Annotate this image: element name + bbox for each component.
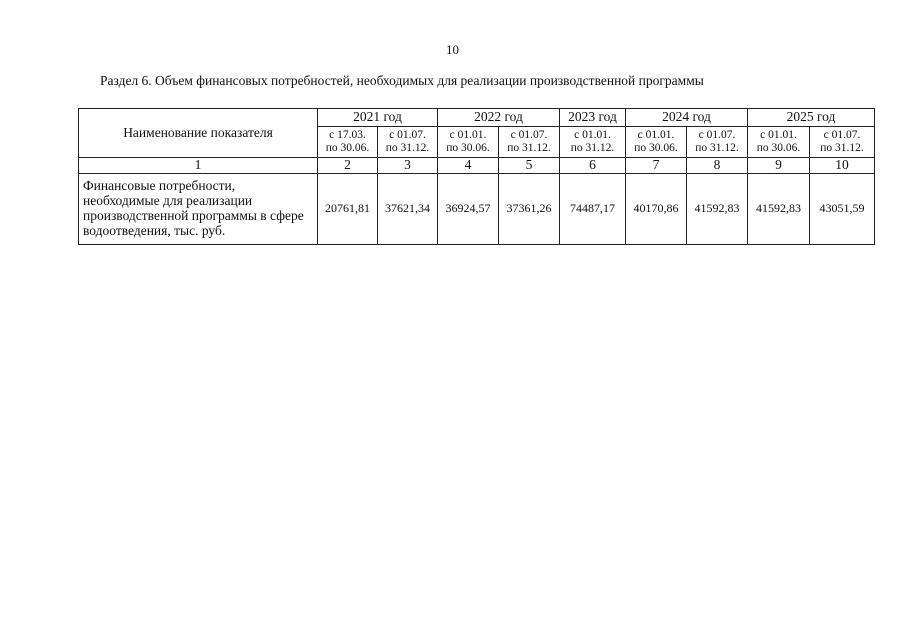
- value-cell: 41592,83: [748, 174, 810, 245]
- financial-needs-table: [78, 108, 875, 245]
- column-number: 10: [810, 158, 875, 174]
- period-header: [810, 127, 875, 158]
- period-to: по 30.06.: [634, 142, 678, 154]
- year-header-2021: 2021 год: [318, 109, 438, 127]
- period-header: [560, 127, 626, 158]
- period-header: [687, 127, 748, 158]
- section-title: Раздел 6. Объем финансовых потребностей, необходимых для реализации производственной программы: [100, 73, 704, 88]
- table-row: [79, 174, 875, 245]
- period-to: по 31.12.: [507, 142, 551, 154]
- period-from: с 01.07.: [389, 129, 426, 142]
- column-number: 8: [687, 158, 748, 174]
- period-from: с 01.07.: [698, 129, 736, 142]
- column-number: 2: [318, 158, 378, 174]
- row-label: Финансовые потребности, необходимые для реализации производственной программы в сфере водоотведения, тыс. руб.: [79, 174, 318, 245]
- column-number: 7: [626, 158, 687, 174]
- period-header: [748, 127, 810, 158]
- indicator-name-header: Наименование показателя: [79, 109, 318, 158]
- column-number-row: [79, 158, 875, 174]
- period-header: [438, 127, 499, 158]
- period-to: по 31.12.: [820, 142, 864, 154]
- period-header: [318, 127, 378, 158]
- period-header: [626, 127, 687, 158]
- period-from: с 17.03.: [329, 129, 366, 142]
- value-cell: 41592,83: [687, 174, 748, 245]
- column-number: 9: [748, 158, 810, 174]
- period-from: с 01.01.: [637, 129, 675, 142]
- period-from: с 01.01.: [449, 129, 487, 142]
- value-cell: 20761,81: [318, 174, 378, 245]
- value-cell: 43051,59: [810, 174, 875, 245]
- year-header-2022: 2022 год: [438, 109, 560, 127]
- period-from: с 01.01.: [574, 129, 611, 142]
- value-cell: 37621,34: [378, 174, 438, 245]
- value-cell: 40170,86: [626, 174, 687, 245]
- period-to: по 30.06.: [446, 142, 490, 154]
- period-from: с 01.07.: [823, 129, 861, 142]
- period-header: [499, 127, 560, 158]
- column-number: 6: [560, 158, 626, 174]
- value-cell: 36924,57: [438, 174, 499, 245]
- period-to: по 31.12.: [695, 142, 739, 154]
- year-header-2025: 2025 год: [748, 109, 875, 127]
- year-header-row: [79, 109, 875, 127]
- period-to: по 31.12.: [385, 142, 430, 154]
- column-number: 1: [79, 158, 318, 174]
- period-to: по 30.06.: [325, 142, 370, 154]
- page-number: 10: [446, 42, 459, 57]
- period-to: по 31.12.: [570, 142, 615, 154]
- period-to: по 30.06.: [756, 142, 801, 154]
- column-number: 3: [378, 158, 438, 174]
- year-header-2023: 2023 год: [560, 109, 626, 127]
- year-header-2024: 2024 год: [626, 109, 748, 127]
- value-cell: 37361,26: [499, 174, 560, 245]
- value-cell: 74487,17: [560, 174, 626, 245]
- period-from: с 01.01.: [760, 129, 797, 142]
- column-number: 4: [438, 158, 499, 174]
- column-number: 5: [499, 158, 560, 174]
- period-header: [378, 127, 438, 158]
- period-from: с 01.07.: [510, 129, 548, 142]
